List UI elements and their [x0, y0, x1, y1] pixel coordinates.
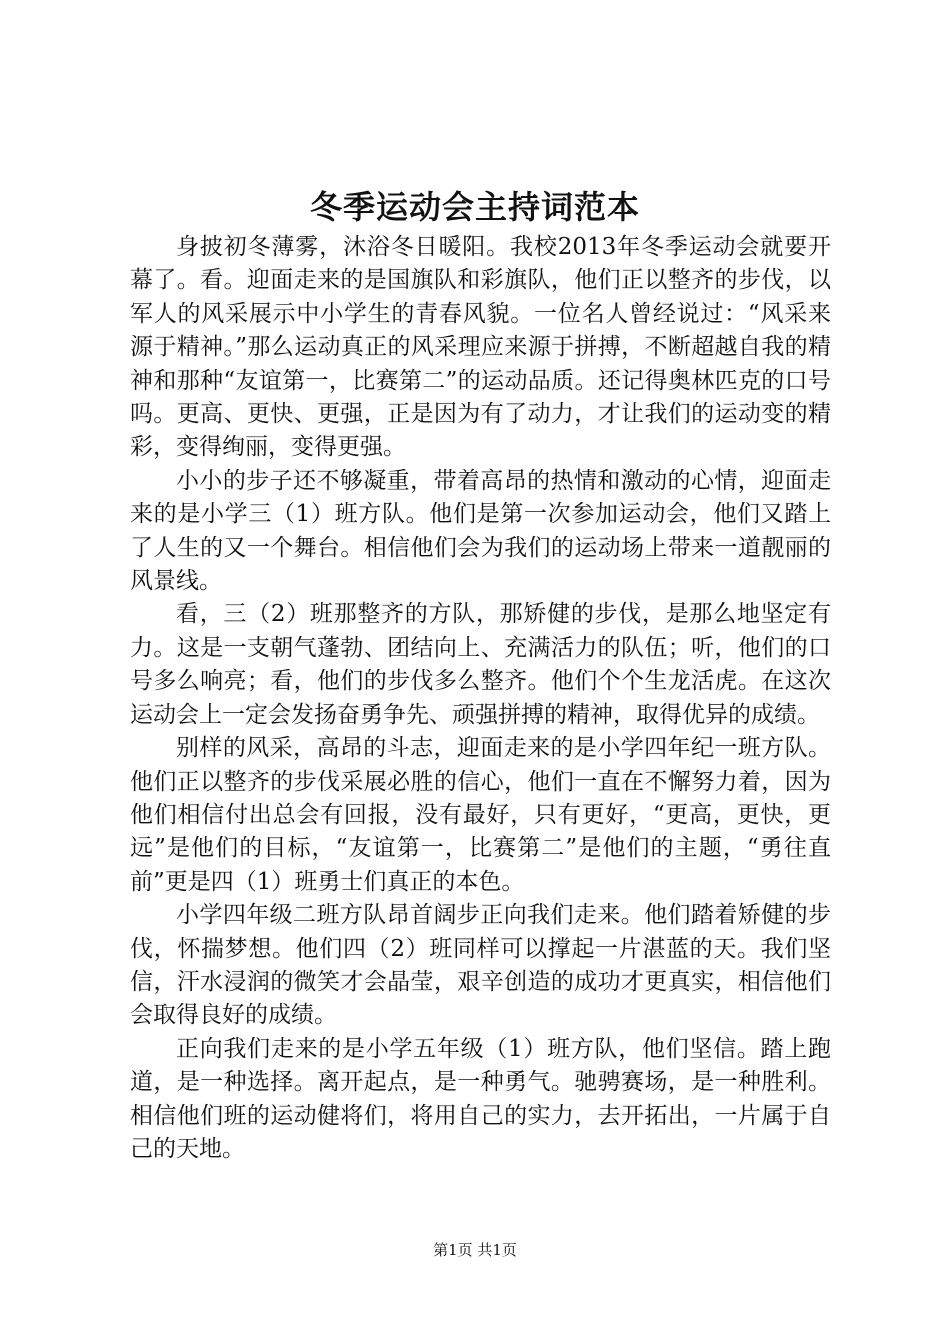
page-footer: 第1页 共1页 [433, 1241, 517, 1259]
paragraph-5: 小学四年级二班方队昂首阔步正向我们走来。他们踏着矫健的步伐，怀揣梦想。他们四（2）班同样可以撑起一片湛蓝的天。我们坚信，汗水浸润的微笑才会晶莹，艰辛创造的成功才更真实，相信他们会取得良好的成绩。 [130, 902, 831, 1029]
paragraph-1: 身披初冬薄雾，沐浴冬日暖阳。我校2013年冬季运动会就要开幕了。看。迎面走来的是国旗队和彩旗队，他们正以整齐的步伐，以军人的风采展示中小学生的青春风貌。一位名人曾经说过：“风采来源于精神。”那么运动真正的风采理应来源于拼搏，不断超越自我的精神和那种“友谊第一，比赛第二”的运动品质。还记得奥林匹克的口号吗。更高、更快、更强，正是因为有了动力，才让我们的运动变的精彩，变得绚丽，变得更强。 [130, 234, 831, 461]
paragraph-3: 看，三（2）班那整齐的方队，那矫健的步伐，是那么地坚定有力。这是一支朝气蓬勃、团结向上、充满活力的队伍；听，他们的口号多么响亮；看，他们的步伐多么整齐。他们个个生龙活虎。在这次运动会上一定会发扬奋勇争先、顽强拼搏的精神，取得优异的成绩。 [130, 601, 831, 728]
document-title: 冬季运动会主持词范本 [309, 188, 640, 226]
document-body [130, 231, 831, 1166]
paragraph-4: 别样的风采，高昂的斗志，迎面走来的是小学四年纪一班方队。他们正以整齐的步伐采展必胜的信心，他们一直在不懈努力着，因为他们相信付出总会有回报，没有最好，只有更好，“更高，更快，更远”是他们的目标，“友谊第一，比赛第二”是他们的主题，“勇往直前”更是四（1）班勇士们真正的本色。 [130, 735, 831, 895]
paragraph-6: 正向我们走来的是小学五年级（1）班方队，他们坚信。踏上跑道，是一种选择。离开起点，是一种勇气。驰骋赛场，是一种胜利。相信他们班的运动健将们，将用自己的实力，去开拓出，一片属于自己的天地。 [130, 1035, 831, 1162]
paragraph-2: 小小的步子还不够凝重，带着高昂的热情和激动的心情，迎面走来的是小学三（1）班方队。他们是第一次参加运动会，他们又踏上了人生的又一个舞台。相信他们会为我们的运动场上带来一道靓丽的风景线。 [130, 467, 831, 595]
